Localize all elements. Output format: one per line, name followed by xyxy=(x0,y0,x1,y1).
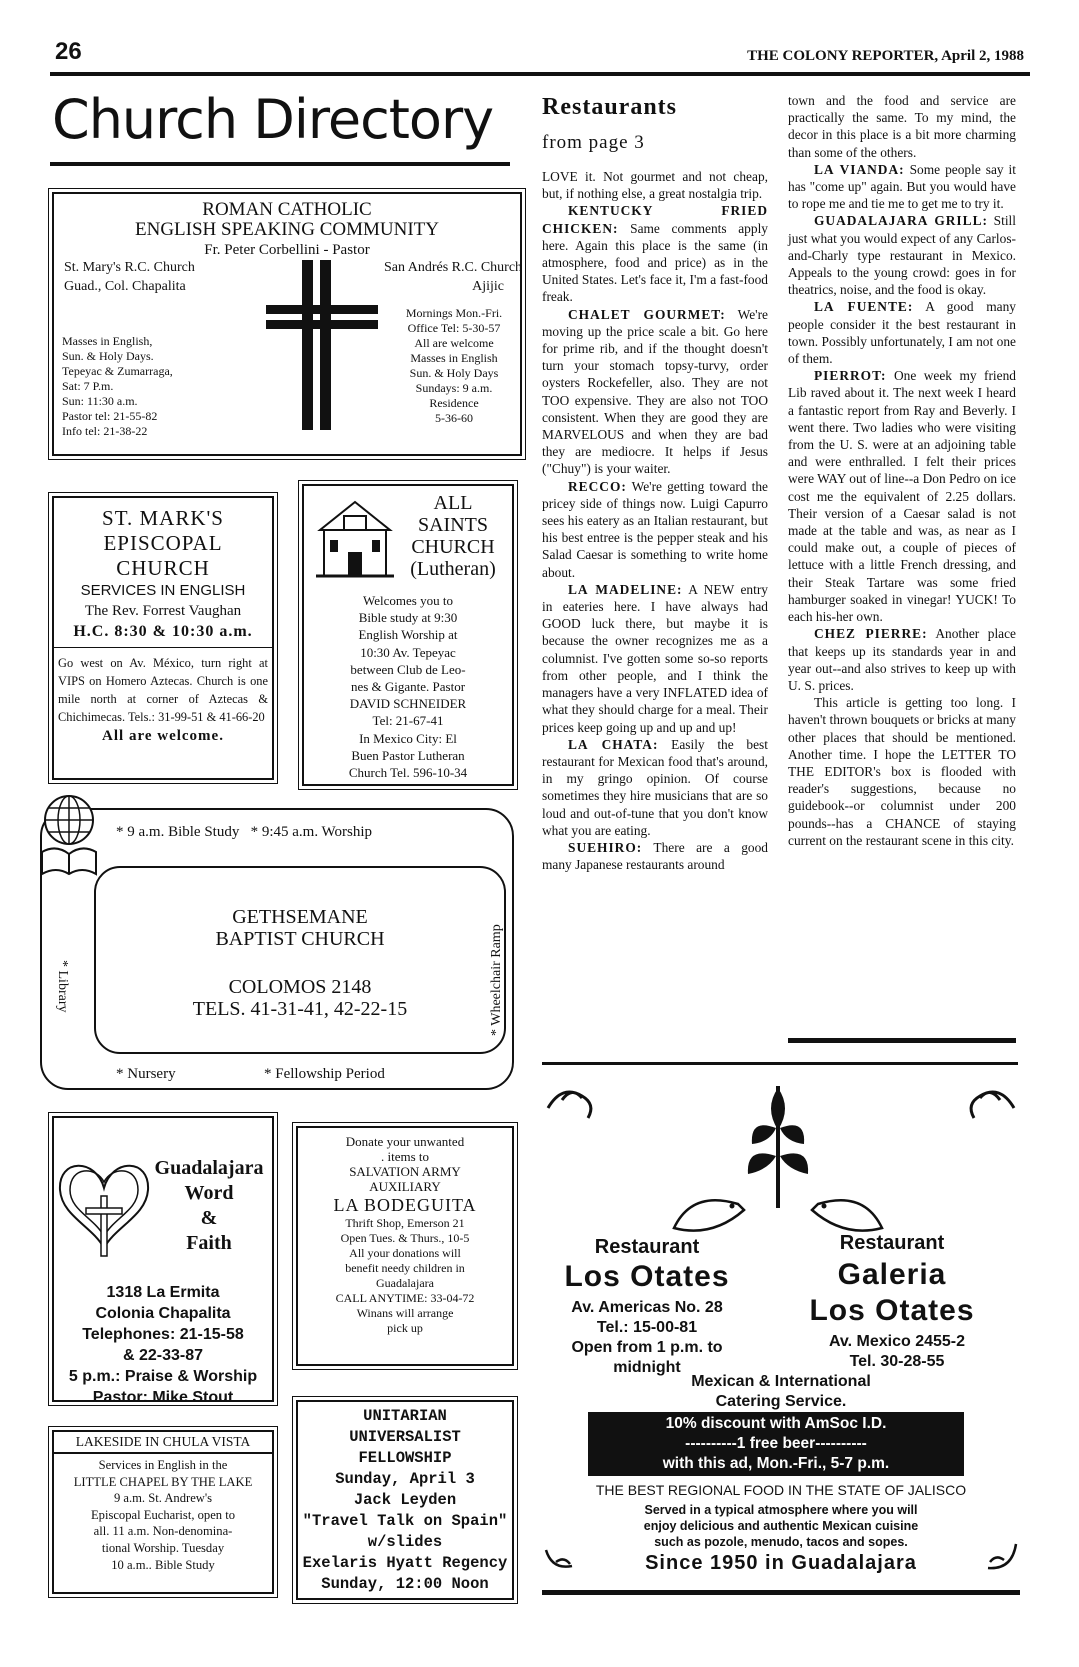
text-line: Tel.: 15-00-81 xyxy=(596,1319,698,1336)
text-line: English Worship at xyxy=(358,627,458,643)
restaurant-name: RECCO: xyxy=(568,478,627,494)
bodeguita-box xyxy=(296,1126,514,1366)
restaurant-name: PIERROT: xyxy=(814,368,887,384)
text-line: EPISCOPAL xyxy=(103,531,223,555)
rc-title2: ENGLISH SPEAKING COMMUNITY xyxy=(135,219,439,240)
rc-right-details xyxy=(394,306,514,426)
text-line: Thrift Shop, Emerson 21 xyxy=(345,1216,465,1230)
unitarian-details xyxy=(298,1406,512,1595)
otates-left-label: Restaurant xyxy=(594,1236,700,1258)
restaurants-column-2 xyxy=(788,92,1016,849)
text-line: Colonia Chapalita xyxy=(95,1305,231,1322)
gethsemane-name1: GETHSEMANE xyxy=(232,906,368,928)
paragraph-text: We're getting toward the pricey side of things now. Luigi Capurro sees his eatery as an Italian restaurant, but his best entree is the pepper steak and his Salad Caesar is something to write home about. xyxy=(542,478,768,580)
paragraph-text: We're moving up the price scale a bit. Go here for prime rib, and if the thought doesn't turn your stomach topsy-turvy, order oysters Rockefeller, also. They are not TOO expensive. They are also not TOO consistent. When they are good they are MARVELOUS and when they are bad they are mediocre. It helps if Jesus ("Chuy") is your waiter. xyxy=(542,306,769,477)
paragraph-text: A NEW entry in eateries here. I have always had GOOD luck there, but maybe it is because the owner recognizes me as a columnist. I've gotten some so-so reports from other people, and I think the managers have a very INFLATED idea of what they should charge for a meal. Their prices keep going up and up and up! xyxy=(542,581,768,735)
article-paragraph xyxy=(542,306,768,478)
word-faith-address xyxy=(54,1282,272,1408)
text-line: "Travel Talk on Spain" xyxy=(302,1512,508,1530)
gethsemane-fellowship: * Fellowship Period xyxy=(264,1066,385,1082)
text-line: such as pozole, menudo, tacos and sopes. xyxy=(654,1535,908,1549)
paragraph-text: This article is getting too long. I haven't thrown bouquets or bricks at many other places that should be mentioned. Another time. I hope the LETTER TO THE EDITOR's box is flooded with reader's suggestions, because no guidebook--or columnist under 200 pounds--has a CHANCE of staying current on the restaurant scene in this city. xyxy=(788,695,1016,848)
ad-bottom-rule xyxy=(542,1590,1020,1595)
text-line: Info tel: 21-38-22 xyxy=(62,424,148,438)
text-line: 5 p.m.: Praise & Worship xyxy=(68,1368,258,1385)
restaurant-name: SUEHIRO: xyxy=(568,839,643,855)
text-line: Tel. 30-28-55 xyxy=(849,1353,945,1370)
church-building-icon xyxy=(314,498,396,580)
gethsemane-library: * Library xyxy=(55,960,70,1013)
article-paragraph xyxy=(542,168,768,202)
otates-left-name: Los Otates xyxy=(564,1260,730,1293)
text-line: with this ad, Mon.-Fri., 5-7 p.m. xyxy=(662,1455,890,1472)
rc-title1: ROMAN CATHOLIC xyxy=(202,199,372,220)
word-faith-name xyxy=(152,1156,266,1256)
otates-best: THE BEST REGIONAL FOOD IN THE STATE OF JALISCO xyxy=(595,1482,967,1498)
text-line: pick up xyxy=(387,1321,423,1335)
globe-bible-icon xyxy=(38,792,100,876)
article-paragraph xyxy=(542,839,768,873)
restaurant-name: CHALET GOURMET: xyxy=(568,306,726,322)
ad-top-rule xyxy=(542,1062,1018,1065)
text-line: Open from 1 p.m. to xyxy=(571,1339,723,1356)
paragraph-text: There are a good many Japanese restaurants around xyxy=(542,839,768,873)
text-line: Office Tel: 5-30-57 xyxy=(407,321,501,335)
text-line: Sat: 7 P.m. xyxy=(62,379,114,393)
text-line: midnight xyxy=(613,1359,681,1376)
text-line: w/slides xyxy=(367,1533,443,1551)
text-line: ALL xyxy=(433,492,473,514)
text-line: Bible study at 9:30 xyxy=(358,610,458,626)
text-line: Masses in English, xyxy=(62,334,153,348)
top-rule xyxy=(50,72,1030,76)
text-line: Episcopal Eucharist, open to xyxy=(90,1507,236,1522)
restaurant-name: LA VIANDA: xyxy=(814,161,905,177)
text-line: 5-36-60 xyxy=(435,411,473,425)
text-line: & 22-33-87 xyxy=(122,1347,204,1364)
column-end-rule xyxy=(788,1038,1016,1043)
text-line: between Club de Leo- xyxy=(350,661,466,677)
rc-left-church: St. Mary's R.C. Church xyxy=(64,260,195,275)
paragraph-text: Easily the best restaurant for Mexican food that's around, in my gringo opinion. Of course sometimes they hire musicians that are so loud and out-of-tune that you don't know what you are eating. xyxy=(542,736,768,838)
text-line: Sundays: 9 a.m. xyxy=(415,381,493,395)
text-line: SAINTS xyxy=(417,514,488,536)
restaurant-name: LA FUENTE: xyxy=(814,299,914,315)
otates-ad xyxy=(542,1070,1020,1600)
lakeside-details xyxy=(54,1454,272,1573)
text-line: tional Worship. Tuesday xyxy=(101,1540,225,1555)
paragraph-text: Same comments apply here. Again this place is the same (in atmosphere, food and price) as in the United States. Let's face it, I'm a fast-food freak. xyxy=(542,220,768,305)
paragraph-text: town and the food and service are practically the same. To my mind, the decor in this place is a bit more charming than some of the others. xyxy=(788,93,1016,160)
text-line: Welcomes you to xyxy=(363,593,453,608)
bodeguita-name: LA BODEGUITA xyxy=(333,1195,477,1215)
paragraph-text: Another place that keeps up its standards year in and year out--and also strives to keep up with U. S. prices. xyxy=(788,626,1016,693)
paragraph-text: LOVE it. Not gourmet and not cheap, but, if nothing else, a great nostalgia trip. xyxy=(542,169,768,202)
text-line: enjoy delicious and authentic Mexican cuisine xyxy=(643,1519,919,1533)
text-line: CALL ANYTIME: 33-04-72 xyxy=(335,1291,475,1305)
paragraph-text: Still just what you would expect of any Carlos-and-Charly type restaurant in Mexico. Appeals to the young crowd: goes in for theatrics, noise, and the food is okay. xyxy=(788,213,1016,298)
restaurants-title: Restaurants xyxy=(542,94,677,120)
st-marks-name xyxy=(54,506,272,581)
text-line: All are welcome xyxy=(414,336,494,350)
text-line: Buen Pastor Lutheran xyxy=(351,747,465,763)
text-line: Services in English in the xyxy=(98,1458,228,1472)
text-line: UNITARIAN xyxy=(363,1407,447,1425)
rc-left-location: Guad., Col. Chapalita xyxy=(64,279,186,294)
text-line: 10% discount with AmSoc I.D. xyxy=(665,1415,887,1432)
gethsemane-address: COLOMOS 2148 xyxy=(228,976,372,998)
restaurant-name: CHEZ PIERRE: xyxy=(814,626,928,642)
otates-left-details xyxy=(542,1298,752,1378)
text-line: Telephones: 21-15-58 xyxy=(82,1326,244,1343)
birds-tree-icon xyxy=(542,1078,1020,1258)
text-line: CHURCH xyxy=(116,556,210,580)
text-line: Word xyxy=(184,1182,234,1204)
article-paragraph xyxy=(788,625,1016,694)
text-line: Jack Leyden xyxy=(353,1491,457,1509)
text-line: 10:30 Av. Tepeyac xyxy=(360,644,456,660)
text-line: nes & Gigante. Pastor xyxy=(350,679,466,695)
gethsemane-ramp: * Wheelchair Ramp xyxy=(489,924,504,1036)
article-paragraph xyxy=(788,298,1016,367)
text-line: & xyxy=(200,1207,218,1229)
gethsemane-nursery: * Nursery xyxy=(116,1066,176,1082)
text-line: ST. MARK'S xyxy=(102,506,224,530)
text-line: In Mexico City: El xyxy=(359,730,457,746)
roman-catholic-box xyxy=(52,192,522,456)
bodeguita-intro xyxy=(298,1134,512,1194)
gethsemane-inner xyxy=(94,866,506,1054)
otates-right-label: Restaurant xyxy=(839,1232,945,1254)
text-line: Guadalajara xyxy=(376,1276,434,1290)
article-paragraph xyxy=(788,694,1016,849)
rc-right-location: Ajijic xyxy=(472,279,504,294)
paragraph-text: One week my friend Lib raved about it. The next week I heard a fantastic report from Ray and Beverly. I went there. Two ladies who were visiting from the U. S. were at an adjoining table and were enthralled. I felt their prices were WAY out of line--a Don Pedro on ice cost me the equivalent of 2.25 dollars. Their version of a Caesar salad is not made at the table and was, as near as I could make out, a couple of pieces of lettuce with a little French dressing, and their Steak Tartare was some fried hamburger soaked in vinegar! YUCK! To each his-her own. xyxy=(788,368,1016,625)
text-line: Av. Americas No. 28 xyxy=(571,1299,723,1316)
otates-since: Since 1950 in Guadalajara xyxy=(645,1552,917,1574)
gethsemane-tels: TELS. 41-31-41, 42-22-15 xyxy=(192,998,408,1020)
restaurants-subtitle: from page 3 xyxy=(542,132,645,153)
text-line: Served in a typical atmosphere where you will xyxy=(644,1503,918,1517)
otates-discount-banner xyxy=(588,1412,964,1476)
lakeside-box xyxy=(52,1430,274,1594)
text-line: Open Tues. & Thurs., 10-5 xyxy=(340,1231,470,1245)
rc-left-details xyxy=(62,334,173,439)
gethsemane-box xyxy=(40,808,514,1090)
text-line: Winans will arrange xyxy=(356,1306,454,1320)
text-line: Mornings Mon.-Fri. xyxy=(405,306,503,320)
directory-rule xyxy=(50,162,510,166)
text-line: Sun. & Holy Days xyxy=(409,366,499,380)
cross-icon xyxy=(262,260,382,430)
article-paragraph xyxy=(542,581,768,736)
article-paragraph xyxy=(788,212,1016,298)
text-line: Av. Mexico 2455-2 xyxy=(828,1333,966,1350)
masthead: THE COLONY REPORTER, April 2, 1988 xyxy=(747,48,1024,64)
st-marks-welcome: All are welcome. xyxy=(102,728,224,744)
text-line: LITTLE CHAPEL BY THE LAKE xyxy=(73,1474,253,1489)
otates-mid2: Catering Service. xyxy=(715,1393,847,1410)
lakeside-title: LAKESIDE IN CHULA VISTA xyxy=(54,1432,272,1454)
rc-right-church: San Andrés R.C. Church xyxy=(384,260,523,275)
text-line: CHURCH xyxy=(411,536,495,558)
text-line: Tel: 21-67-41 xyxy=(372,713,444,729)
st-marks-rev: The Rev. Forrest Vaughan xyxy=(84,603,242,619)
bodeguita-details xyxy=(298,1216,512,1336)
restaurants-column-1 xyxy=(542,168,768,873)
heart-cross-icon xyxy=(56,1152,152,1262)
otates-right-name2: Los Otates xyxy=(809,1294,975,1327)
text-line: UNIVERSALIST xyxy=(349,1428,461,1446)
corner-flourish-icon xyxy=(542,1540,1020,1580)
unitarian-box xyxy=(296,1400,514,1600)
article-paragraph xyxy=(788,161,1016,213)
paragraph-text: A good many people consider it the best restaurant in town. Possibly unfortunately, I am not one of them. xyxy=(788,299,1016,367)
gethsemane-name2: BAPTIST CHURCH xyxy=(215,928,385,950)
text-line: all. 11 a.m. Non-denomina- xyxy=(93,1524,233,1539)
text-line: SALVATION ARMY xyxy=(349,1164,461,1179)
restaurant-name: LA CHATA: xyxy=(568,736,659,752)
otates-right-details xyxy=(792,1332,1002,1372)
text-line: Pastor tel: 21-55-82 xyxy=(62,409,158,423)
text-line: . items to xyxy=(380,1149,430,1164)
rc-pastor: Fr. Peter Corbellini - Pastor xyxy=(204,242,370,258)
text-line: DAVID SCHNEIDER xyxy=(349,696,467,712)
all-saints-name xyxy=(396,492,510,580)
text-line: All your donations will xyxy=(349,1246,461,1260)
text-line: Pastor: Mike Stout xyxy=(92,1389,234,1406)
st-marks-box xyxy=(52,496,274,780)
st-marks-services: SERVICES IN ENGLISH xyxy=(80,582,246,599)
text-line: Tepeyac & Zumarraga, xyxy=(62,364,173,378)
gethsemane-top: * 9 a.m. Bible Study * 9:45 a.m. Worship xyxy=(116,824,373,840)
text-line: Donate your unwanted xyxy=(345,1134,465,1149)
article-paragraph xyxy=(542,202,768,305)
article-paragraph xyxy=(788,367,1016,625)
otates-mid1: Mexican & International xyxy=(691,1373,871,1390)
text-line: Faith xyxy=(186,1232,232,1254)
text-line: FELLOWSHIP xyxy=(358,1449,452,1467)
word-faith-box xyxy=(52,1116,274,1406)
text-line: 9 a.m. St. Andrew's xyxy=(113,1491,213,1506)
text-line: Exelaris Hyatt Regency xyxy=(302,1554,508,1572)
text-line: 1318 La Ermita xyxy=(106,1284,220,1301)
paragraph-text: Some people say it has "come up" again. But you would have to rope me and tie me to get me to try it. xyxy=(788,161,1016,212)
text-line: (Lutheran) xyxy=(410,558,496,580)
page-number: 26 xyxy=(55,38,82,65)
text-line: Sunday, April 3 xyxy=(335,1470,475,1488)
text-line: Church Tel. 596-10-34 xyxy=(348,765,468,781)
restaurant-name: KENTUCKY FRIED CHICKEN: xyxy=(542,203,768,236)
article-paragraph xyxy=(788,92,1016,161)
text-line: Guadalajara xyxy=(154,1157,264,1179)
text-line: Masses in English xyxy=(410,351,498,365)
st-marks-directions: Go west on Av. México, turn right at VIPS on Homero Aztecas. Church is one mile north at corner of Aztecas & Chichimecas. Tels.: 31-99-51 & 41-66-20 xyxy=(58,656,268,724)
text-line: Sun. & Holy Days. xyxy=(62,349,154,363)
text-line: 10 a.m.. Bible Study xyxy=(111,1557,215,1572)
all-saints-box xyxy=(302,484,514,786)
restaurant-name: GUADALAJARA GRILL: xyxy=(814,213,988,229)
text-line: Sun: 11:30 a.m. xyxy=(62,394,138,408)
text-line: benefit needy children in xyxy=(345,1261,465,1275)
text-line: AUXILIARY xyxy=(369,1179,441,1194)
restaurant-name: LA MADELINE: xyxy=(568,581,683,597)
article-paragraph xyxy=(542,478,768,581)
text-line: Sunday, 12:00 Noon xyxy=(321,1575,489,1593)
all-saints-details xyxy=(308,592,508,781)
text-line: Residence xyxy=(429,396,479,410)
otates-right-name1: Galeria xyxy=(837,1258,947,1291)
st-marks-hc: H.C. 8:30 & 10:30 a.m. xyxy=(54,621,272,648)
article-paragraph xyxy=(542,736,768,839)
directory-title: Church Directory xyxy=(52,88,494,151)
text-line: ----------1 free beer---------- xyxy=(685,1435,867,1452)
